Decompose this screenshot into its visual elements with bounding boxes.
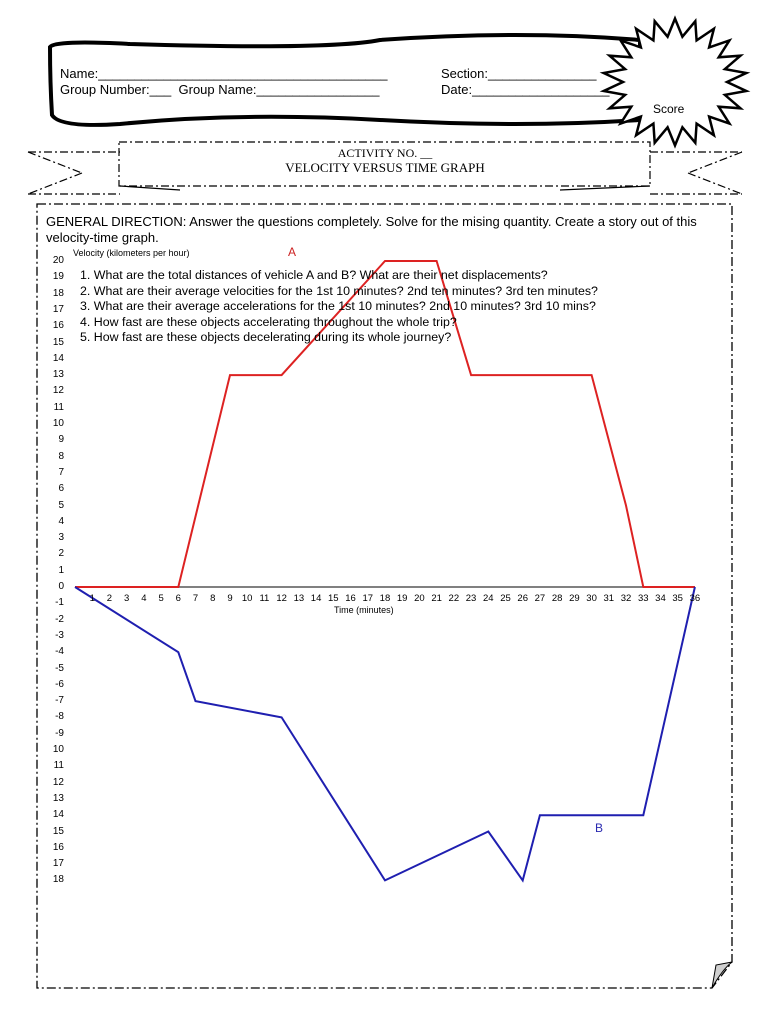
- y-tick-label: 14: [52, 352, 64, 364]
- x-tick-label: 21: [431, 593, 442, 604]
- score-label: Score: [653, 102, 685, 116]
- y-tick-label: 14: [52, 809, 64, 821]
- y-tick-label: 13: [52, 369, 64, 381]
- y-tick-label: 19: [52, 271, 64, 283]
- x-tick-label: 36: [689, 593, 701, 604]
- x-tick-label: 25: [500, 593, 511, 604]
- y-tick-label: 0: [58, 581, 64, 592]
- y-tick-label: 8: [58, 450, 64, 462]
- x-axis-label: Time (minutes): [334, 605, 394, 615]
- y-tick-label: 12: [52, 385, 64, 397]
- y-tick-label: 7: [58, 466, 64, 478]
- y-tick-label: 11: [53, 401, 64, 413]
- x-tick-label: 27: [534, 593, 546, 604]
- question-list: [80, 268, 598, 346]
- y-tick-label: 16: [52, 841, 64, 853]
- question-item: 5. How fast are these objects decelerating during its whole journey?: [80, 330, 452, 345]
- y-tick-label: 17: [52, 858, 64, 870]
- x-tick-label: 10: [241, 593, 253, 604]
- y-tick-label: 3: [58, 532, 64, 544]
- y-tick-label: -3: [55, 629, 64, 641]
- y-tick-label: 10: [52, 744, 64, 755]
- y-tick-label: 12: [52, 776, 64, 788]
- x-tick-label: 1: [89, 593, 95, 604]
- group-field: Group Number:___ Group Name:_________________: [60, 82, 380, 97]
- x-tick-label: 22: [448, 593, 460, 604]
- x-tick-label: 33: [637, 593, 649, 604]
- x-tick-label: 26: [517, 593, 528, 604]
- x-tick-label: 14: [310, 593, 322, 604]
- y-tick-label: 18: [52, 874, 64, 886]
- question-item: 1. What are the total distances of vehicle A and B? What are their net displacements?: [80, 268, 548, 282]
- x-tick-label: 5: [158, 593, 164, 604]
- x-tick-label: 16: [345, 593, 356, 604]
- x-tick-label: 24: [482, 593, 494, 604]
- y-axis-label: Velocity (kilometers per hour): [73, 248, 190, 258]
- y-tick-label: -7: [55, 695, 64, 707]
- question-item: 4. How fast are these objects accelerating throughout the whole trip?: [80, 314, 457, 329]
- y-tick-label: -5: [55, 662, 64, 674]
- question-item: 2. What are their average velocities for the 1st 10 minutes? 2nd ten minutes? 3rd ten minutes?: [80, 283, 598, 298]
- x-tick-label: 15: [328, 593, 339, 604]
- y-tick-label: 15: [52, 825, 64, 837]
- date-field: Date:___________________: [441, 82, 610, 97]
- question-item: 3. What are their average accelerations for the 1st 10 minutes? 2nd 10 minutes? 3rd 10 mins?: [80, 299, 596, 314]
- y-tick-label: 15: [52, 336, 64, 348]
- y-tick-label: -8: [55, 711, 64, 723]
- x-tick-label: 18: [379, 593, 391, 604]
- x-tick-label: 12: [276, 593, 287, 604]
- y-tick-label: 20: [52, 255, 64, 266]
- y-tick-label: 18: [52, 287, 64, 299]
- x-tick-label: 17: [362, 593, 374, 604]
- x-tick-label: 31: [603, 593, 615, 604]
- y-tick-label: -6: [55, 678, 64, 690]
- y-tick-label: -2: [55, 613, 64, 625]
- y-tick-label: 10: [52, 418, 64, 429]
- x-tick-label: 20: [414, 593, 425, 604]
- activity-title: VELOCITY VERSUS TIME GRAPH: [285, 160, 485, 175]
- x-tick-label: 28: [551, 593, 563, 604]
- x-tick-label: 7: [192, 593, 199, 604]
- y-tick-label: 9: [58, 434, 64, 446]
- x-tick-label: 11: [259, 593, 270, 604]
- activity-number: ACTIVITY NO. __: [337, 146, 433, 160]
- y-tick-label: 17: [52, 303, 64, 315]
- y-tick-label: -9: [55, 727, 64, 739]
- series-b-label: B: [595, 821, 604, 835]
- x-tick-label: 9: [227, 593, 233, 604]
- x-tick-label: 8: [210, 593, 216, 604]
- y-tick-label: 5: [58, 499, 64, 511]
- y-tick-label: 16: [52, 320, 64, 332]
- name-field: Name:________________________________________: [60, 66, 388, 81]
- x-tick-label: 30: [586, 593, 597, 604]
- x-tick-label: 4: [141, 593, 147, 604]
- x-tick-label: 3: [124, 593, 130, 604]
- x-tick-label: 2: [106, 593, 113, 604]
- y-tick-label: 13: [52, 792, 64, 804]
- y-tick-label: -4: [55, 646, 64, 658]
- y-tick-label: 2: [58, 548, 64, 560]
- series-b-line: [75, 587, 695, 880]
- series-a-label: A: [288, 245, 297, 259]
- x-tick-label: 29: [569, 593, 580, 604]
- x-tick-label: 32: [620, 593, 632, 604]
- y-tick-label: 11: [53, 760, 64, 772]
- x-tick-label: 23: [465, 593, 477, 604]
- x-tick-label: 19: [396, 593, 408, 604]
- general-direction: GENERAL DIRECTION: Answer the questions completely. Solve for the mising quantity. Create a story out of this velocity-time graph.: [46, 214, 697, 245]
- x-tick-label: 6: [175, 593, 181, 604]
- y-tick-label: 1: [58, 564, 64, 576]
- x-tick-label: 35: [672, 593, 683, 604]
- x-tick-label: 34: [655, 593, 666, 604]
- y-tick-label: -1: [55, 597, 64, 609]
- y-tick-label: 4: [58, 515, 64, 527]
- x-tick-label: 13: [293, 593, 305, 604]
- section-field: Section:_______________: [441, 66, 597, 81]
- y-tick-label: 6: [58, 483, 64, 495]
